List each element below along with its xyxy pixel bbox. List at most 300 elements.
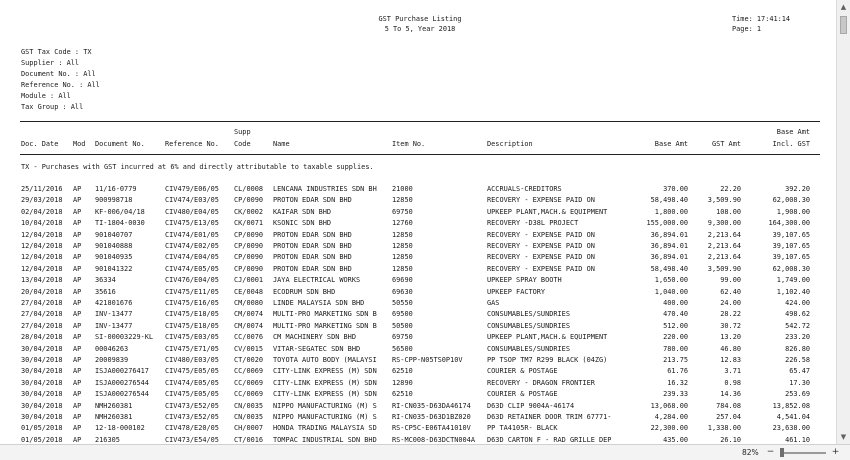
cell-gst-amt: 99.00 [720, 276, 741, 285]
cell-description: ACCRUALS-CREDITORS [487, 185, 562, 193]
cell-base-amt-incl-gst: 498.62 [785, 310, 810, 319]
header-top-rule [20, 121, 820, 122]
cell-reference-no: CIV475/E03/05 [165, 333, 219, 342]
cell-description: CONSUMABLES/SUNDRIES [487, 321, 570, 330]
cell-supplier-name: PROTON EDAR SDN BHD [273, 242, 352, 250]
cell-supplier-name: CITY-LINK EXPRESS (M) SDN [273, 390, 377, 399]
table-row [0, 298, 836, 309]
cell-base-amt: 435.00 [663, 435, 688, 444]
cell-supp-code: CP/0090 [234, 253, 264, 262]
cell-base-amt-incl-gst: 542.72 [785, 321, 810, 330]
cell-doc-date: 12/04/2018 [21, 230, 63, 239]
cell-supplier-name: CITY-LINK EXPRESS (M) SDN [273, 378, 377, 387]
cell-reference-no: CIV476/E04/05 [165, 276, 219, 285]
cell-description: RECOVERY - EXPENSE PAID ON [487, 230, 595, 239]
cell-supplier-name: MULTI-PRO MARKETING SDN B [273, 321, 377, 330]
cell-base-amt-incl-gst: 23,638.00 [772, 424, 810, 433]
col-description: Description [487, 140, 533, 148]
cell-doc-date: 02/04/2018 [21, 207, 63, 216]
zoom-level-label: 82% [742, 448, 759, 457]
table-row [0, 423, 836, 434]
cell-reference-no: CIV475/E05/05 [165, 390, 219, 399]
cell-description: COURIER & POSTAGE [487, 390, 558, 399]
cell-supp-code: CV/0015 [234, 344, 264, 353]
cell-description: D63D RETAINER DOOR TRIM 67771- [487, 413, 612, 421]
table-row [0, 195, 836, 206]
report-subtitle: 5 To 5, Year 2018 [384, 25, 456, 33]
col-reference-no: Reference No. [165, 140, 219, 148]
cell-item-no: 12890 [392, 378, 413, 387]
cell-mod: AP [73, 287, 82, 296]
table-row [0, 412, 836, 423]
report-rows [0, 184, 836, 444]
table-row [0, 435, 836, 444]
cell-doc-date: 20/04/2018 [21, 287, 63, 296]
cell-reference-no: CIV473/E52/05 [165, 401, 219, 410]
cell-description: CONSUMABLES/SUNDRIES [487, 310, 570, 319]
cell-base-amt-incl-gst: 424.00 [785, 299, 810, 307]
cell-doc-date: 28/04/2018 [21, 333, 63, 342]
cell-supplier-name: HONDA TRADING MALAYSIA SD [273, 424, 377, 433]
cell-description: UPKEEP PLANT,MACH.& EQUIPMENT [487, 333, 608, 342]
cell-base-amt: 22,300.00 [650, 424, 688, 433]
cell-gst-amt: 2,213.64 [707, 242, 741, 250]
scroll-thumb[interactable] [840, 16, 847, 34]
filter-supplier: Supplier : All [21, 59, 80, 67]
cell-base-amt-incl-gst: 233.20 [785, 333, 810, 342]
cell-mod: AP [73, 344, 82, 353]
filter-module: Module : All [21, 92, 71, 100]
cell-supp-code: CN/0035 [234, 413, 264, 421]
cell-mod: AP [73, 401, 82, 410]
cell-item-no: 12850 [392, 230, 413, 239]
cell-item-no: RI-CN035-D63D1BZ020 [392, 413, 471, 421]
cell-description: RECOVERY - EXPENSE PAID ON [487, 196, 595, 205]
cell-gst-amt: 257.04 [716, 413, 741, 421]
cell-base-amt-incl-gst: 4,541.04 [776, 413, 810, 421]
cell-reference-no: CIV474/E03/05 [165, 196, 219, 205]
cell-mod: AP [73, 299, 82, 307]
col-doc-date: Doc. Date [21, 140, 59, 148]
cell-supplier-name: VITAR-SEGATEC SDN BHD [273, 344, 361, 353]
cell-mod: AP [73, 356, 82, 364]
cell-supplier-name: NIPPO MANUFACTURING (M) S [273, 413, 377, 421]
cell-reference-no: CIV475/E13/05 [165, 219, 219, 228]
col-item-no: Item No. [392, 140, 426, 148]
cell-base-amt: 470.40 [663, 310, 688, 319]
vertical-scrollbar[interactable] [836, 0, 850, 444]
table-row [0, 366, 836, 377]
filter-tax-group: Tax Group : All [21, 103, 84, 111]
table-row [0, 230, 836, 241]
cell-item-no: 56500 [392, 344, 413, 353]
cell-supp-code: CP/0090 [234, 196, 264, 205]
cell-base-amt: 220.00 [663, 333, 688, 342]
table-row [0, 184, 836, 195]
cell-base-amt-incl-gst: 39,107.65 [772, 253, 810, 262]
header-bottom-rule [20, 154, 820, 155]
cell-base-amt-incl-gst: 1,749.00 [776, 276, 810, 285]
cell-item-no: 12850 [392, 264, 413, 273]
cell-mod: AP [73, 185, 82, 193]
table-row [0, 275, 836, 286]
cell-supplier-name: CM MACHINERY SDN BHD [273, 333, 356, 342]
zoom-out-button[interactable]: − [766, 447, 775, 457]
cell-doc-date: 12/04/2018 [21, 253, 63, 262]
table-row [0, 355, 836, 366]
cell-document-no: 00046263 [95, 344, 129, 353]
cell-base-amt: 155,000.00 [646, 219, 688, 228]
table-row [0, 332, 836, 343]
cell-doc-date: 29/03/2018 [21, 196, 63, 205]
table-row [0, 389, 836, 400]
cell-base-amt: 512.00 [663, 321, 688, 330]
cell-gst-amt: 3,509.90 [707, 196, 741, 205]
cell-item-no: 21000 [392, 185, 413, 193]
cell-base-amt: 780.00 [663, 344, 688, 353]
cell-supplier-name: PROTON EDAR SDN BHD [273, 230, 352, 239]
cell-description: RECOVERY - DRAGON FRONTIER [487, 378, 595, 387]
table-row [0, 321, 836, 332]
cell-description: PP TSOP TM7 R299 BLACK (04ZG) [487, 356, 608, 364]
filter-gst-tax-code: GST Tax Code : TX [21, 48, 92, 56]
cell-doc-date: 12/04/2018 [21, 242, 63, 250]
cell-base-amt: 58,498.40 [650, 264, 688, 273]
cell-doc-date: 27/04/2018 [21, 321, 63, 330]
cell-base-amt: 4,284.00 [654, 413, 688, 421]
cell-gst-amt: 14.36 [720, 390, 741, 399]
cell-reference-no: CIV480/E03/05 [165, 356, 219, 364]
cell-supplier-name: LENCANA INDUSTRIES SDN BH [273, 185, 377, 193]
cell-mod: AP [73, 424, 82, 433]
cell-reference-no: CIV473/E54/05 [165, 435, 219, 444]
cell-doc-date: 30/04/2018 [21, 401, 63, 410]
cell-base-amt: 239.33 [663, 390, 688, 399]
cell-description: UPKEEP SPRAY BOOTH [487, 276, 562, 285]
cell-document-no: NMH260381 [95, 401, 133, 410]
cell-item-no: 50500 [392, 321, 413, 330]
cell-reference-no: CIV474/E05/05 [165, 264, 219, 273]
cell-reference-no: CIV475/E05/05 [165, 367, 219, 376]
cell-supp-code: CC/0069 [234, 378, 264, 387]
zoom-slider-track[interactable] [780, 452, 826, 454]
table-row [0, 378, 836, 389]
cell-base-amt-incl-gst: 62,008.30 [772, 196, 810, 205]
cell-reference-no: CIV474/E04/05 [165, 253, 219, 262]
cell-doc-date: 13/04/2018 [21, 276, 63, 285]
cell-supp-code: CP/0090 [234, 242, 264, 250]
cell-supp-code: CM/0074 [234, 310, 264, 319]
cell-doc-date: 10/04/2018 [21, 219, 63, 228]
cell-gst-amt: 46.80 [720, 344, 741, 353]
scroll-down-arrow-icon[interactable]: ▼ [840, 433, 847, 441]
table-row [0, 309, 836, 320]
cell-description: UPKEEP PLANT,MACH.& EQUIPMENT [487, 207, 608, 216]
cell-document-no: ISJA000276544 [95, 378, 149, 387]
cell-mod: AP [73, 207, 82, 216]
cell-mod: AP [73, 219, 82, 228]
cell-document-no: 901040707 [95, 230, 133, 239]
cell-document-no: 36334 [95, 276, 116, 285]
cell-mod: AP [73, 276, 82, 285]
cell-document-no: 20009839 [95, 356, 129, 364]
cell-base-amt: 58,498.40 [650, 196, 688, 205]
cell-gst-amt: 2,213.64 [707, 253, 741, 262]
cell-base-amt: 36,894.01 [650, 253, 688, 262]
col-supp-code-line2: Code [234, 140, 251, 148]
cell-supplier-name: ECODRUM SDN BHD [273, 287, 336, 296]
cell-document-no: 12-18-000102 [95, 424, 145, 433]
cell-base-amt: 13,068.00 [650, 401, 688, 410]
cell-supplier-name: PROTON EDAR SDN BHD [273, 196, 352, 205]
cell-document-no: 901040888 [95, 242, 133, 250]
cell-doc-date: 12/04/2018 [21, 264, 63, 273]
cell-base-amt-incl-gst: 13,852.08 [772, 401, 810, 410]
section-label: TX - Purchases with GST incurred at 6% and directly attributable to taxable supplies. [21, 163, 374, 171]
cell-reference-no: CIV479/E06/05 [165, 185, 219, 193]
cell-doc-date: 30/04/2018 [21, 378, 63, 387]
table-row [0, 401, 836, 412]
cell-mod: AP [73, 333, 82, 342]
cell-supp-code: CT/0016 [234, 435, 264, 444]
cell-base-amt-incl-gst: 461.10 [785, 435, 810, 444]
cell-supplier-name: NIPPO MANUFACTURING (M) S [273, 401, 377, 410]
cell-description: RECOVERY -D38L PROJECT [487, 219, 579, 228]
cell-mod: AP [73, 196, 82, 205]
cell-item-no: 69750 [392, 333, 413, 342]
cell-mod: AP [73, 264, 82, 273]
cell-supp-code: CT/0020 [234, 356, 264, 364]
cell-base-amt-incl-gst: 39,107.65 [772, 230, 810, 239]
cell-item-no: RS-CP5C-E06TA41010V [392, 424, 471, 433]
cell-reference-no: CIV473/E52/05 [165, 413, 219, 421]
cell-supp-code: CP/0090 [234, 230, 264, 239]
cell-supp-code: CK/0002 [234, 207, 264, 216]
cell-doc-date: 30/04/2018 [21, 367, 63, 376]
cell-supplier-name: PROTON EDAR SDN BHD [273, 253, 352, 262]
cell-description: D63D CLIP 9004A-46174 [487, 401, 575, 410]
cell-description: RECOVERY - EXPENSE PAID ON [487, 253, 595, 262]
cell-reference-no: CIV474/E05/05 [165, 378, 219, 387]
cell-item-no: 69690 [392, 276, 413, 285]
cell-document-no: 901040935 [95, 253, 133, 262]
cell-base-amt: 36,894.01 [650, 242, 688, 250]
cell-description: RECOVERY - EXPENSE PAID ON [487, 242, 595, 250]
cell-gst-amt: 108.00 [716, 207, 741, 216]
cell-item-no: 12760 [392, 219, 413, 228]
cell-supp-code: CC/0069 [234, 390, 264, 399]
cell-base-amt: 400.00 [663, 299, 688, 307]
cell-base-amt: 1,040.00 [654, 287, 688, 296]
cell-mod: AP [73, 321, 82, 330]
report-page-number: Page: 1 [732, 25, 762, 33]
cell-doc-date: 30/04/2018 [21, 356, 63, 364]
cell-gst-amt: 22.20 [720, 185, 741, 193]
table-row [0, 207, 836, 218]
cell-document-no: INV-13477 [95, 321, 133, 330]
cell-base-amt: 36,894.01 [650, 230, 688, 239]
cell-document-no: SI-00003229-KL [95, 333, 154, 342]
cell-base-amt-incl-gst: 826.80 [785, 344, 810, 353]
cell-reference-no: CIV480/E04/05 [165, 207, 219, 216]
cell-mod: AP [73, 230, 82, 239]
cell-reference-no: CIV475/E16/05 [165, 299, 219, 307]
status-bar [0, 444, 850, 460]
cell-doc-date: 01/05/2018 [21, 424, 63, 433]
report-title: GST Purchase Listing [378, 15, 462, 23]
cell-item-no: 62510 [392, 367, 413, 376]
cell-supp-code: CH/0007 [234, 424, 264, 433]
cell-base-amt-incl-gst: 39,107.65 [772, 242, 810, 250]
cell-supp-code: CC/0076 [234, 333, 264, 342]
cell-base-amt-incl-gst: 62,008.30 [772, 264, 810, 273]
cell-reference-no: CIV474/E02/05 [165, 242, 219, 250]
cell-gst-amt: 9,300.00 [707, 219, 741, 228]
cell-base-amt-incl-gst: 65.47 [789, 367, 810, 376]
cell-item-no: 12850 [392, 253, 413, 262]
cell-doc-date: 27/04/2018 [21, 299, 63, 307]
cell-supp-code: CM/0080 [234, 299, 264, 307]
cell-item-no: RS-MC008-D63DCTN004A [392, 435, 475, 444]
cell-document-no: 35616 [95, 287, 116, 296]
cell-supplier-name: KSONIC SDN BHD [273, 219, 332, 228]
cell-document-no: 421801676 [95, 299, 133, 307]
cell-description: RECOVERY - EXPENSE PAID ON [487, 264, 595, 273]
table-row [0, 287, 836, 298]
report-time: Time: 17:41:14 [732, 15, 791, 23]
scroll-up-arrow-icon[interactable]: ▲ [840, 3, 847, 11]
cell-doc-date: 30/04/2018 [21, 413, 63, 421]
cell-base-amt-incl-gst: 1,908.00 [776, 207, 810, 216]
cell-doc-date: 01/05/2018 [21, 435, 63, 444]
cell-base-amt-incl-gst: 1,102.40 [776, 287, 810, 296]
cell-gst-amt: 28.22 [720, 310, 741, 319]
cell-base-amt-incl-gst: 17.30 [789, 378, 810, 387]
table-row [0, 344, 836, 355]
cell-document-no: KF-006/04/18 [95, 207, 145, 216]
cell-gst-amt: 0.98 [724, 378, 741, 387]
cell-doc-date: 25/11/2016 [21, 185, 63, 193]
cell-document-no: 216305 [95, 435, 120, 444]
cell-gst-amt: 3,509.90 [707, 264, 741, 273]
cell-item-no: RS-CPP-N05TS0P10V [392, 356, 463, 364]
col-base-amt: Base Amt [654, 140, 688, 148]
cell-gst-amt: 12.83 [720, 356, 741, 364]
cell-description: UPKEEP FACTORY [487, 287, 546, 296]
cell-item-no: 50550 [392, 299, 413, 307]
cell-item-no: 12850 [392, 196, 413, 205]
cell-document-no: 901041322 [95, 264, 133, 273]
cell-reference-no: CIV478/E20/05 [165, 424, 219, 433]
cell-base-amt-incl-gst: 226.58 [785, 356, 810, 364]
cell-item-no: 69750 [392, 207, 413, 216]
cell-document-no: ISJA000276417 [95, 367, 149, 376]
col-gst-amt: GST Amt [711, 140, 741, 148]
cell-supplier-name: CITY-LINK EXPRESS (M) SDN [273, 367, 377, 376]
cell-supp-code: CL/0008 [234, 185, 264, 193]
cell-document-no: 11/16-0779 [95, 185, 137, 193]
table-row [0, 241, 836, 252]
cell-gst-amt: 3.71 [724, 367, 741, 376]
cell-base-amt: 370.00 [663, 185, 688, 193]
cell-reference-no: CIV474/E01/05 [165, 230, 219, 239]
cell-item-no: 69630 [392, 287, 413, 296]
cell-supp-code: CC/0069 [234, 367, 264, 376]
cell-base-amt-incl-gst: 164,300.00 [768, 219, 810, 228]
cell-supplier-name: MULTI-PRO MARKETING SDN B [273, 310, 377, 319]
cell-mod: AP [73, 242, 82, 250]
col-base-amt-incl-line2: Incl. GST [772, 140, 810, 148]
cell-base-amt: 16.32 [667, 378, 688, 387]
cell-mod: AP [73, 310, 82, 319]
cell-doc-date: 30/04/2018 [21, 390, 63, 399]
cell-supplier-name: TOYOTA AUTO BODY (MALAYSI [273, 356, 377, 364]
cell-item-no: 62510 [392, 390, 413, 399]
cell-item-no: RI-CN035-D63DA46174 [392, 401, 471, 410]
cell-mod: AP [73, 378, 82, 387]
cell-base-amt: 61.76 [667, 367, 688, 376]
cell-supplier-name: TOMPAC INDUSTRIAL SDN BHD [273, 435, 377, 444]
cell-reference-no: CIV475/E71/05 [165, 344, 219, 353]
cell-item-no: 12850 [392, 242, 413, 250]
col-base-amt-incl-line1: Base Amt [776, 128, 810, 136]
cell-document-no: INV-13477 [95, 310, 133, 319]
cell-mod: AP [73, 413, 82, 421]
col-supp-code-line1: Supp [234, 128, 251, 136]
cell-gst-amt: 784.08 [716, 401, 741, 410]
cell-doc-date: 30/04/2018 [21, 344, 63, 353]
cell-supplier-name: PROTON EDAR SDN BHD [273, 264, 352, 273]
zoom-slider-thumb[interactable] [780, 448, 784, 457]
col-document-no: Document No. [95, 140, 145, 148]
cell-supp-code: CN/0035 [234, 401, 264, 410]
cell-item-no: 69500 [392, 310, 413, 319]
cell-reference-no: CIV475/E11/05 [165, 287, 219, 296]
table-row [0, 218, 836, 229]
cell-mod: AP [73, 253, 82, 262]
cell-supplier-name: JAYA ELECTRICAL WORKS [273, 276, 361, 285]
col-name: Name [273, 140, 290, 148]
cell-document-no: NMH260381 [95, 413, 133, 421]
cell-gst-amt: 2,213.64 [707, 230, 741, 239]
cell-mod: AP [73, 390, 82, 399]
cell-description: COURIER & POSTAGE [487, 367, 558, 376]
cell-gst-amt: 24.00 [720, 299, 741, 307]
cell-description: GAS [487, 299, 500, 307]
cell-description: D63D CARTON F - RAD GRILLE DEP [487, 435, 612, 444]
cell-base-amt-incl-gst: 253.69 [785, 390, 810, 399]
cell-document-no: ISJA000276544 [95, 390, 149, 399]
cell-gst-amt: 1,338.00 [707, 424, 741, 433]
filter-reference-no: Reference No. : All [21, 81, 100, 89]
cell-gst-amt: 62.40 [720, 287, 741, 296]
cell-description: PP TA4105R- BLACK [487, 424, 558, 433]
cell-doc-date: 27/04/2018 [21, 310, 63, 319]
zoom-in-button[interactable]: + [831, 447, 840, 457]
cell-supplier-name: LINDE MALAYSIA SDN BHD [273, 299, 365, 307]
table-row [0, 252, 836, 263]
cell-reference-no: CIV475/E18/05 [165, 321, 219, 330]
cell-gst-amt: 26.10 [720, 435, 741, 444]
cell-mod: AP [73, 367, 82, 376]
filter-document-no: Document No. : All [21, 70, 96, 78]
cell-document-no: TI-1804-0030 [95, 219, 145, 228]
cell-base-amt: 1,650.00 [654, 276, 688, 285]
cell-base-amt-incl-gst: 392.20 [785, 185, 810, 193]
cell-supp-code: CM/0074 [234, 321, 264, 330]
cell-supp-code: CE/0048 [234, 287, 264, 296]
col-mod: Mod [73, 140, 86, 148]
